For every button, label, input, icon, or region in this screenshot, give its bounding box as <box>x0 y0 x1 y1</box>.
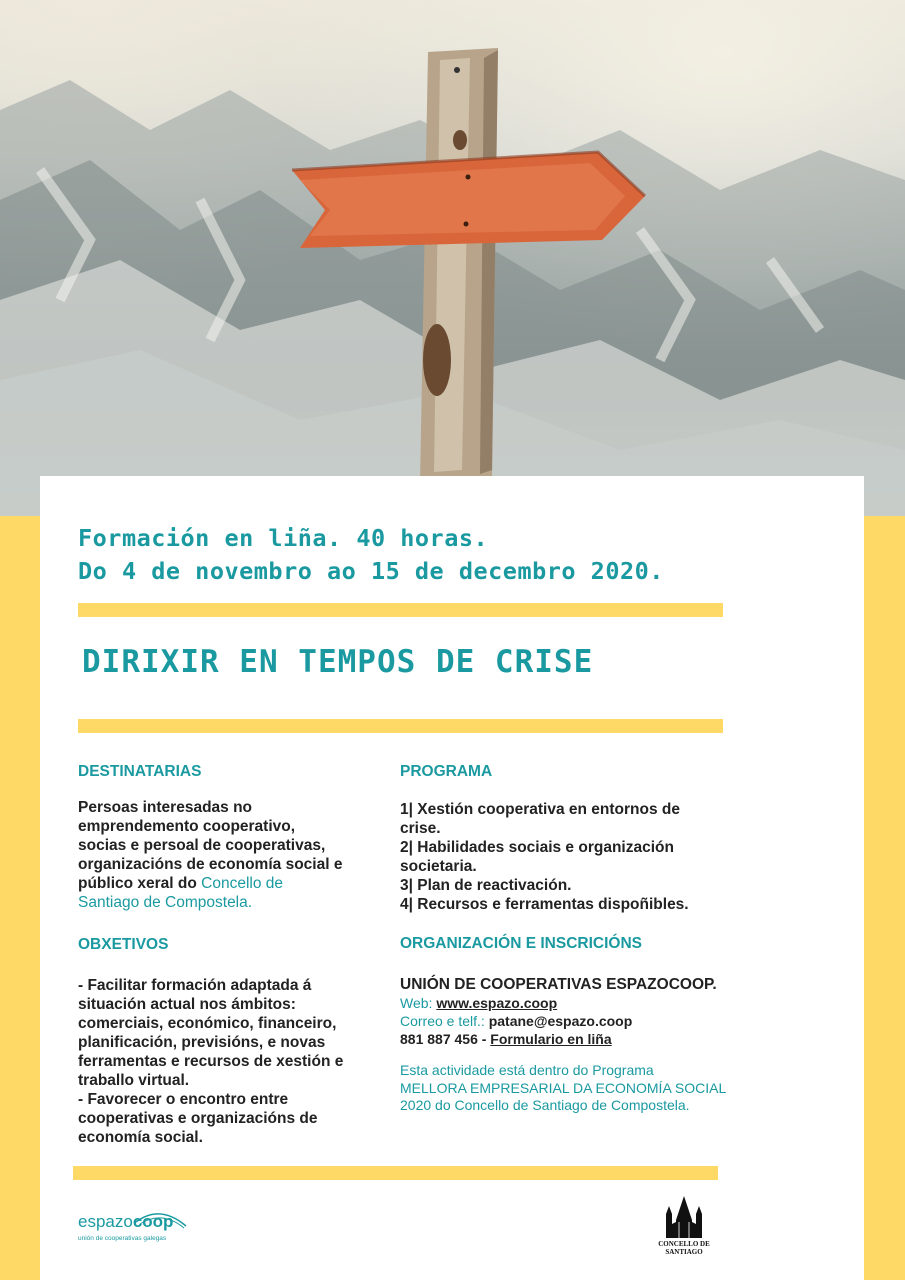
web-line <box>400 994 780 1012</box>
phone-line <box>400 1030 780 1048</box>
organizacion-details <box>400 975 780 1048</box>
program-item: societaria. <box>400 858 477 875</box>
email-link[interactable]: patane@espazo.coop <box>488 1013 633 1029</box>
logo-text-line: SANTIAGO <box>665 1248 703 1256</box>
program-item: 2| Habilidades sociais e organización <box>400 839 674 856</box>
text-line: planificación, previsións, e novas <box>78 1034 326 1051</box>
program-item: 4| Recursos e ferramentas dispoñibles. <box>400 896 689 913</box>
text-line <box>78 874 408 893</box>
text-line: ferramentas e recursos de xestión e <box>78 1053 344 1070</box>
course-format: Formación en liña. 40 horas. <box>78 524 489 552</box>
organizacion-heading: ORGANIZACIÓN E INSCRICIÓNS <box>400 935 642 952</box>
signpost-illustration <box>0 0 905 516</box>
concello-link[interactable]: Santiago de Compostela. <box>78 894 253 911</box>
page-title: DIRIXIR EN TEMPOS DE CRISE <box>82 644 594 680</box>
org-name: UNIÓN DE COOPERATIVAS ESPAZOCOOP. <box>400 976 717 993</box>
text-line: traballo virtual. <box>78 1072 190 1089</box>
logo-text-part: espazo <box>78 1212 133 1231</box>
destinatarias-text <box>78 798 408 912</box>
text-line: economía social. <box>78 1129 203 1146</box>
program-item: 3| Plan de reactivación. <box>400 877 572 894</box>
logo-text-part: coop <box>132 1212 174 1231</box>
programa-heading: PROGRAMA <box>400 763 493 780</box>
text-line: situación actual nos ámbitos: <box>78 996 296 1013</box>
text-line: Persoas interesadas no <box>78 799 253 816</box>
text-fragment: público xeral do <box>78 875 202 892</box>
text-line: socias e persoal de cooperativas, <box>78 837 326 854</box>
program-item: crise. <box>400 820 441 837</box>
contact-label: Correo e telf.: <box>400 1013 489 1029</box>
text-line: - Favorecer o encontro entre <box>78 1091 289 1108</box>
concello-wordmark <box>656 1240 712 1256</box>
text-line: emprendemento cooperativo, <box>78 818 296 835</box>
program-note <box>400 1062 800 1115</box>
concello-link[interactable]: Concello de <box>201 875 284 892</box>
web-link[interactable]: www.espazo.coop <box>436 995 558 1011</box>
logo-tagline: unión de cooperativas galegas <box>78 1235 167 1242</box>
logo-wordmark <box>78 1212 173 1232</box>
obxetivos-text <box>78 976 408 1147</box>
text-line: Esta actividade está dentro do Programa <box>400 1062 654 1078</box>
phone-number: 881 887 456 - <box>400 1031 491 1047</box>
divider-bar <box>78 603 723 617</box>
text-line: - Facilitar formación adaptada á <box>78 977 312 994</box>
contact-line <box>400 1012 780 1030</box>
form-link[interactable]: Formulario en liña <box>490 1031 612 1047</box>
divider-bar <box>73 1166 718 1180</box>
web-label: Web: <box>400 995 437 1011</box>
content-card <box>40 476 864 1280</box>
text-line: organizacións de economía social e <box>78 856 343 873</box>
hero-photo <box>0 0 905 516</box>
obxetivos-heading: OBXETIVOS <box>78 936 169 953</box>
text-line: 2020 do Concello de Santiago de Compostela. <box>400 1097 690 1113</box>
text-line: comerciais, económico, financeiro, <box>78 1015 337 1032</box>
destinatarias-heading: DESTINATARIAS <box>78 763 202 780</box>
espazocoop-logo <box>78 1208 198 1248</box>
concello-santiago-logo <box>656 1192 712 1262</box>
divider-bar <box>78 719 723 733</box>
logo-text-line: CONCELLO DE <box>658 1240 710 1248</box>
program-item: 1| Xestión cooperativa en entornos de <box>400 801 680 818</box>
course-dates: Do 4 de novembro ao 15 de decembro 2020. <box>78 557 664 585</box>
cathedral-icon <box>656 1192 712 1240</box>
text-line: MELLORA EMPRESARIAL DA ECONOMÍA SOCIAL <box>400 1079 727 1096</box>
programa-list <box>400 800 750 914</box>
text-line: cooperativas e organizacións de <box>78 1110 318 1127</box>
